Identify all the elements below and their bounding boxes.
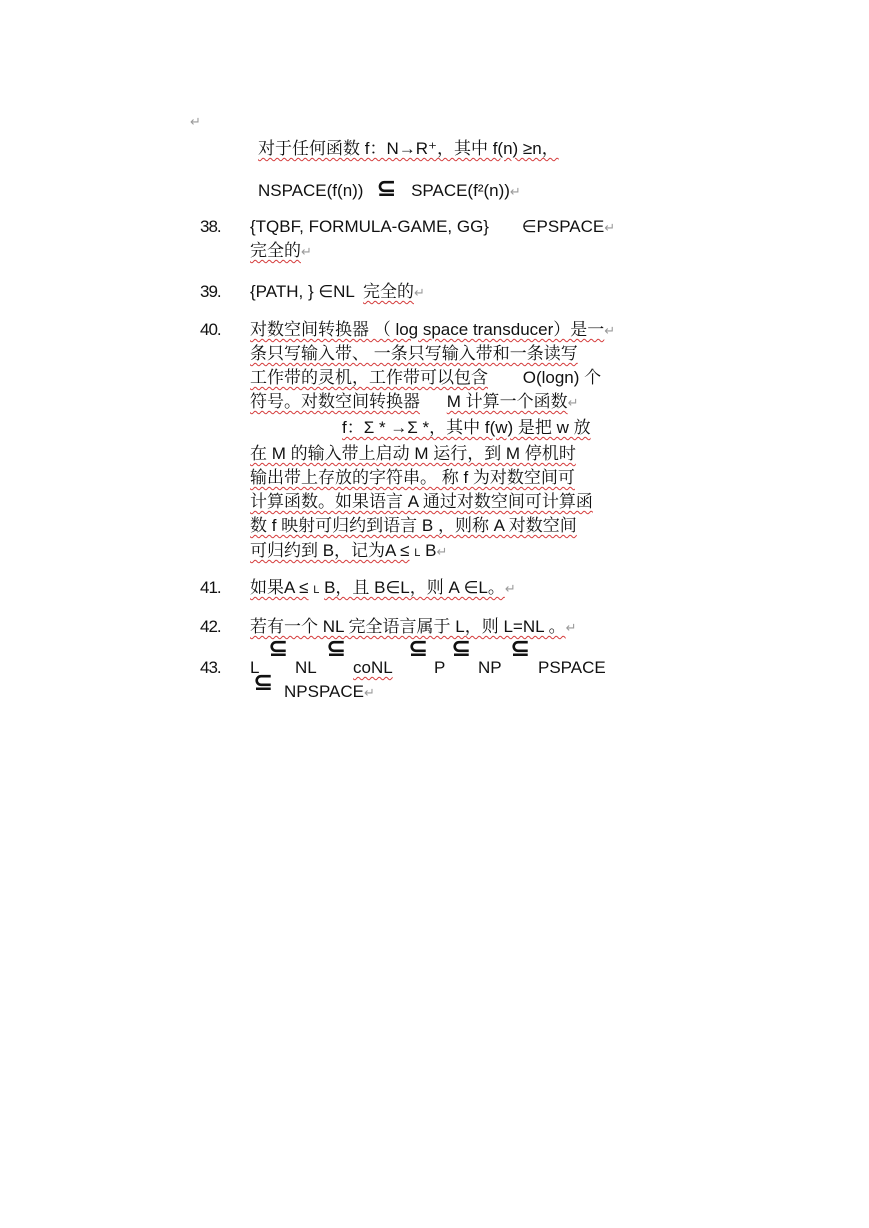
item-40-line-8 [250, 490, 593, 514]
paragraph-mark-icon: ↵ [436, 544, 448, 559]
subscript-l: L [414, 547, 421, 559]
item-40-text: f：Σ * →Σ *，其中 f(w) 是把 w 放 [342, 418, 591, 437]
chain-p: P [434, 658, 446, 677]
paragraph-mark-icon: ↵ [364, 685, 375, 700]
theorem-statement: 对于任何函数 f：N→R⁺，其中 f(n) ≥n， [258, 139, 559, 158]
subset-symbol: ⊆ [451, 635, 472, 662]
item-40-line-3 [250, 366, 601, 390]
item-number: 42. [200, 617, 221, 636]
item-number: 41. [200, 578, 221, 597]
item-40-text: 在 M 的输入带上启动 M 运行，到 M 停机时 [250, 444, 576, 463]
paragraph-mark-icon: ↵ [190, 114, 201, 129]
chain-npspace [284, 680, 375, 705]
item-39-line-1 [250, 280, 425, 305]
item-40-text: 数 f 映射可归约到语言 B ，则称 A 对数空间 [250, 516, 577, 535]
subset-symbol: ⊆ [376, 175, 397, 202]
paragraph-mark-icon: ↵ [604, 323, 616, 338]
item-number: 38. [200, 217, 221, 236]
paragraph-mark-icon: ↵ [567, 395, 579, 410]
item-40-line-6 [250, 442, 576, 466]
item-40-line-7 [250, 466, 575, 490]
subset-symbol: ⊆ [510, 635, 531, 662]
item-38-line-2 [250, 239, 312, 264]
item-38-complete: 完全的 [250, 241, 301, 260]
theorem-space: SPACE(f²(n)) [411, 181, 510, 200]
item-number: 40. [200, 320, 221, 339]
subscript-l: L [313, 584, 320, 596]
item-40-text: M 计算一个函数 [446, 392, 568, 411]
item-41-text: 如果A ≤ [250, 578, 309, 597]
item-40-text: 条只写输入带、 一条只写输入带和一条读写 [250, 344, 578, 363]
paragraph-mark-icon: ↵ [504, 581, 516, 596]
item-41-line-1 [250, 576, 516, 602]
item-40-text: O(logn) 个 [522, 368, 602, 387]
item-40-line-2 [250, 342, 578, 366]
theorem-nspace: NSPACE(f(n)) [258, 181, 364, 200]
paragraph-mark-icon: ↵ [509, 184, 521, 199]
item-40-line-5 [342, 416, 591, 440]
chain-pspace: PSPACE [538, 658, 606, 677]
item-40-text: 输出带上存放的字符串。 称 f 为对数空间可 [250, 468, 575, 487]
item-number: 39. [200, 282, 221, 301]
chain-npspace-text: NPSPACE [284, 682, 364, 701]
item-38-line-1 [250, 215, 615, 240]
theorem-line-1 [258, 137, 559, 161]
item-40-line-4 [250, 390, 579, 415]
paragraph-mark-icon: ↵ [604, 220, 616, 235]
item-40-line-9 [250, 514, 577, 538]
paragraph-mark-icon: ↵ [301, 244, 312, 259]
chain-l: L [250, 658, 260, 677]
item-40-text: 工作带的灵机，工作带可以包含 [250, 368, 488, 387]
item-40-text: 符号。对数空间转换器 [250, 392, 420, 411]
item-number: 43. [200, 658, 221, 677]
item-40-line-1 [250, 318, 615, 343]
subset-symbol: ⊆ [326, 635, 347, 662]
paragraph-mark-icon: ↵ [565, 620, 577, 635]
item-40-text: 计算函数。如果语言 A 通过对数空间可计算函 [250, 492, 593, 511]
paragraph-mark-icon: ↵ [413, 285, 425, 300]
item-41-text: B，且 B∈L，则 A ∈L。 [324, 578, 505, 597]
subset-symbol: ⊆ [268, 635, 289, 662]
item-40-text: B [425, 541, 437, 560]
item-42-text: 若有一个 NL 完全语言属于 L，则 L=NL 。 [250, 617, 566, 636]
item-38-class: ∈PSPACE [521, 217, 605, 236]
item-40-line-10 [250, 539, 447, 565]
subset-symbol: ⊆ [408, 635, 429, 662]
item-39-text: {PATH, } ∈NL [250, 282, 355, 301]
item-39-complete: 完全的 [362, 282, 414, 301]
chain-nl: NL [295, 658, 317, 677]
item-40-text: 可归约到 B，记为A ≤ [250, 541, 410, 560]
item-38-text: {TQBF, FORMULA-GAME, GG} [250, 217, 489, 236]
theorem-line-2 [258, 177, 521, 204]
chain-np: NP [478, 658, 502, 677]
item-40-text: 对数空间转换器 （ log space transducer）是一 [250, 320, 605, 339]
chain-conl: coNL [353, 658, 393, 677]
subset-symbol: ⊆ [253, 669, 274, 696]
